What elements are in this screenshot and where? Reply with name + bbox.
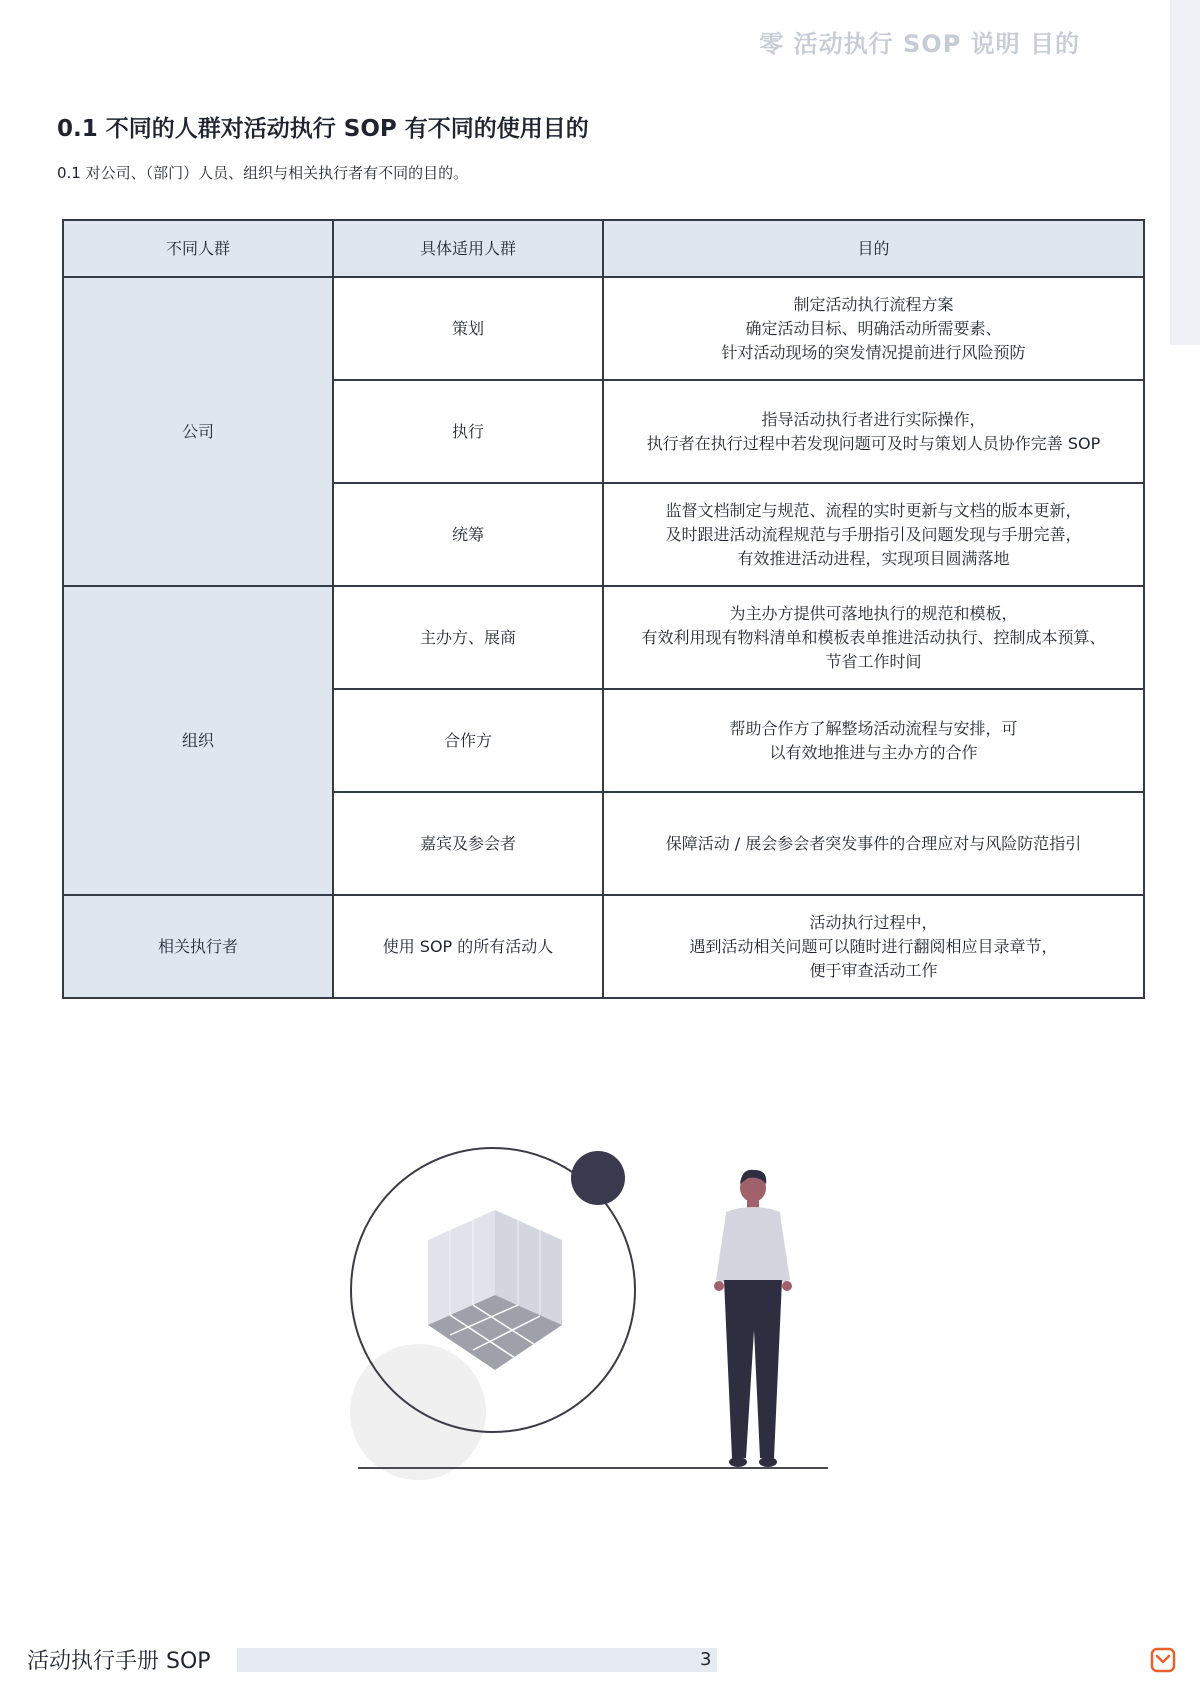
role-cell: 合作方 [333, 689, 603, 792]
table-row [63, 586, 1144, 689]
page-number: 3 [700, 1649, 712, 1670]
purpose-line: 确定活动目标、明确活动所需要素、 [745, 318, 1002, 338]
header-cell-purpose: 目的 [603, 220, 1144, 277]
purpose-cell [603, 586, 1144, 689]
group-cell-company: 公司 [63, 277, 333, 586]
table-header-row [63, 220, 1144, 277]
role-cell: 主办方、展商 [333, 586, 603, 689]
purpose-cell [603, 483, 1144, 586]
role-cell: 使用 SOP 的所有活动人 [333, 895, 603, 998]
section-subtitle: 0.1 对公司、（部门）人员、组织与相关执行者有不同的目的。 [57, 164, 469, 182]
role-cell: 策划 [333, 277, 603, 380]
background-circle [350, 1344, 486, 1480]
header-cell-group: 不同人群 [63, 220, 333, 277]
purpose-line: 及时跟进活动流程规范与手册指引及问题发现与手册完善， [665, 524, 1082, 544]
cube-icon [428, 1210, 562, 1370]
purpose-line: 便于审查活动工作 [809, 960, 938, 980]
purpose-line: 监督文档制定与规范、流程的实时更新与文档的版本更新， [665, 500, 1082, 520]
header-cell-role: 具体适用人群 [333, 220, 603, 277]
purpose-line: 指导活动执行者进行实际操作， [761, 409, 986, 429]
table-row [63, 277, 1144, 380]
purpose-cell [603, 689, 1144, 792]
purpose-line: 制定活动执行流程方案 [793, 294, 954, 314]
purpose-line: 遇到活动相关问题可以随时进行翻阅相应目录章节， [689, 936, 1058, 956]
footer-bar [237, 1648, 717, 1672]
planet-dot [571, 1151, 625, 1205]
purpose-line: 活动执行过程中， [809, 912, 938, 932]
purpose-line: 有效利用现有物料清单和模板表单推进活动执行、控制成本预算、 [641, 627, 1106, 647]
purpose-cell [603, 895, 1144, 998]
chapter-header: 零 活动执行 SOP 说明 目的 [759, 30, 1080, 58]
sop-purpose-table [62, 219, 1145, 999]
purpose-line: 有效推进活动进程，实现项目圆满落地 [737, 548, 1010, 568]
purpose-line: 保障活动 / 展会参会者突发事件的合理应对与风险防范指引 [665, 833, 1082, 853]
purpose-line: 为主办方提供可落地执行的规范和模板， [729, 603, 1018, 623]
group-cell-organization: 组织 [63, 586, 333, 895]
person-with-cube-illustration [350, 1140, 850, 1480]
role-cell: 嘉宾及参会者 [333, 792, 603, 895]
purpose-cell [603, 380, 1144, 483]
role-cell: 统筹 [333, 483, 603, 586]
purpose-cell [603, 792, 1144, 895]
side-bar-decoration [1170, 0, 1200, 345]
bookmark-icon[interactable] [1150, 1647, 1176, 1673]
purpose-line: 执行者在执行过程中若发现问题可及时与策划人员协作完善 SOP [646, 433, 1101, 453]
purpose-line: 帮助合作方了解整场活动流程与安排，可 [729, 718, 1018, 738]
table-row [63, 895, 1144, 998]
role-cell: 执行 [333, 380, 603, 483]
footer-title: 活动执行手册 SOP [27, 1649, 211, 1674]
person-icon [714, 1170, 792, 1467]
section-title: 0.1 不同的人群对活动执行 SOP 有不同的使用目的 [57, 116, 589, 142]
purpose-cell [603, 277, 1144, 380]
purpose-line: 针对活动现场的突发情况提前进行风险预防 [721, 342, 1026, 362]
group-cell-executors: 相关执行者 [63, 895, 333, 998]
purpose-line: 以有效地推进与主办方的合作 [769, 742, 978, 762]
purpose-line: 节省工作时间 [825, 651, 922, 671]
